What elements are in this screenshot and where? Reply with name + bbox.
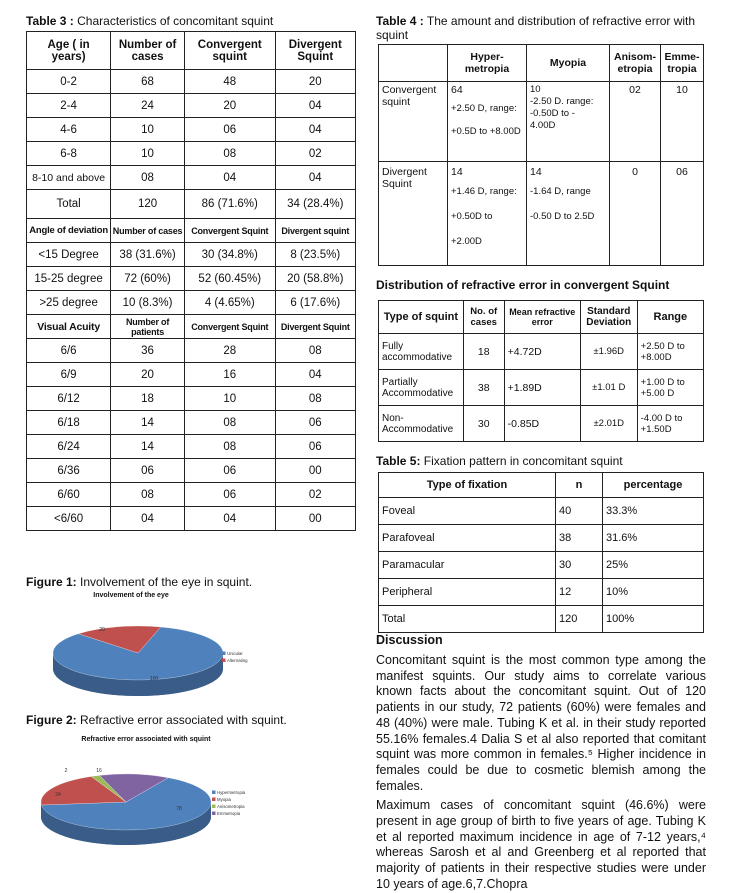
legend-label: Myopia: [217, 797, 231, 802]
table-row: [379, 498, 704, 525]
table-cell: 28: [184, 339, 275, 363]
legend-swatch: [222, 659, 226, 663]
table-row: [379, 370, 704, 406]
table-row: [379, 406, 704, 442]
table-cell: 04: [275, 363, 355, 387]
table-cell: 12: [556, 579, 603, 606]
distribution-title: Distribution of refractive error in convergent Squint: [376, 278, 669, 292]
table-cell: 15-25 degree: [27, 267, 111, 291]
table-row: [27, 459, 356, 483]
table-cell: Standard Deviation: [580, 301, 637, 334]
table-cell: 06: [111, 459, 185, 483]
table-cell: <6/60: [27, 507, 111, 531]
table-cell: 38 (31.6%): [111, 243, 185, 267]
table-cell: Divergent Squint: [275, 315, 355, 339]
table4-caption-label: Table 4 :: [376, 14, 424, 28]
table-cell: 10: [184, 387, 275, 411]
table-row: [27, 243, 356, 267]
table-cell: 48: [184, 70, 275, 94]
table-cell: 6/9: [27, 363, 111, 387]
table-cell: 16: [184, 363, 275, 387]
table5-caption: [376, 454, 623, 468]
table-cell: 08: [111, 483, 185, 507]
legend-swatch: [212, 812, 216, 816]
pie-data-label: 20: [99, 627, 105, 633]
table-row: [27, 435, 356, 459]
table4-value: 10: [530, 84, 606, 96]
table-cell: 38: [463, 370, 504, 406]
table-row: [27, 339, 356, 363]
table-cell: 20: [275, 70, 355, 94]
table-cell: +1.89D: [504, 370, 580, 406]
table4-value: 4.00D: [530, 120, 606, 132]
table-cell: 6/18: [27, 411, 111, 435]
figure1-caption: [26, 575, 252, 589]
table-cell: 06: [184, 459, 275, 483]
table-cell: 20: [111, 363, 185, 387]
discussion-heading: Discussion: [376, 632, 706, 648]
distribution-header-row: [379, 301, 704, 334]
discussion-paragraph: Maximum cases of concomitant squint (46.6%) were present in age group of birth to five years of age. Tubing K et al reported maximum incidence in age of 7-12 years,⁴ whereas Sarosh et al and Greenberg et al reported that majority of patients in their respective studies were under 10 years of age.6,7.Chopra: [376, 798, 706, 892]
table-row: [379, 552, 704, 579]
table-cell: 04: [111, 507, 185, 531]
figure2-caption-label: Figure 2:: [26, 713, 77, 727]
table-cell: 30: [463, 406, 504, 442]
table-cell: [527, 162, 610, 266]
table-cell: 04: [275, 166, 355, 190]
table4-value: +0.5D to +8.00D: [451, 120, 523, 143]
table4-value: 14: [451, 166, 523, 179]
table-cell: 4-6: [27, 118, 111, 142]
table4-header-cell: Hyper-metropia: [448, 45, 527, 82]
table-row: [27, 411, 356, 435]
table4: [378, 44, 704, 266]
figure2-chart: [26, 730, 326, 860]
table-cell: 68: [111, 70, 185, 94]
table-cell: Number of cases: [111, 219, 185, 243]
table-cell: [379, 162, 448, 266]
table3-header-cell: Divergent Squint: [275, 32, 355, 70]
table-cell: 86 (71.6%): [184, 190, 275, 219]
table5-caption-text: Fixation pattern in concomitant squint: [420, 454, 622, 468]
table4-value: -0.50 D to 2.5D: [530, 204, 606, 229]
table4-value: +2.50 D, range:: [451, 97, 523, 120]
table-cell: 06: [275, 411, 355, 435]
table-cell: 14: [111, 411, 185, 435]
table-cell: 06: [184, 118, 275, 142]
table-row: [27, 291, 356, 315]
table4-header-cell: [379, 45, 448, 82]
table4-value: 64: [451, 84, 523, 97]
table5-caption-label: Table 5:: [376, 454, 420, 468]
table-cell: 08: [184, 411, 275, 435]
table-cell: 06: [661, 162, 704, 266]
table-row: [27, 70, 356, 94]
legend-swatch: [222, 652, 226, 656]
table-cell: 20: [184, 94, 275, 118]
table4-divergent-row: [379, 162, 704, 266]
table5-header-row: [379, 473, 704, 498]
table-cell: Visual Acuity: [27, 315, 111, 339]
table-cell: 00: [275, 459, 355, 483]
legend-swatch: [212, 791, 216, 795]
table-cell: 08: [184, 435, 275, 459]
table-cell: -0.85D: [504, 406, 580, 442]
table-row: [27, 363, 356, 387]
table-cell: 6-8: [27, 142, 111, 166]
table4-row-label: Divergent Squint: [382, 166, 444, 190]
table-cell: 06: [184, 483, 275, 507]
figure2-chart-title: Refractive error associated with squint: [26, 736, 266, 743]
legend-label: Hypermetropia: [217, 790, 246, 795]
table-cell: 06: [275, 435, 355, 459]
table-cell: 18: [111, 387, 185, 411]
table-cell: Convergent Squint: [184, 315, 275, 339]
table3-caption-label: Table 3 :: [26, 14, 74, 28]
table-cell: Non-Accommodative: [379, 406, 464, 442]
pie-data-label: 16: [96, 768, 102, 774]
table3-caption-text: Characteristics of concomitant squint: [74, 14, 273, 28]
table-cell: 52 (60.45%): [184, 267, 275, 291]
table-cell: Range: [637, 301, 703, 334]
table3: [26, 31, 356, 531]
table3-caption: [26, 14, 273, 28]
pie-data-label: 2: [65, 768, 68, 774]
table-cell: -4.00 D to +1.50D: [637, 406, 703, 442]
pie-data-label: 100: [150, 676, 159, 682]
table4-value: +1.46 D, range:: [451, 179, 523, 204]
figure1-chart: [26, 589, 326, 711]
table-cell: 04: [184, 166, 275, 190]
table-cell: Mean refractive error: [504, 301, 580, 334]
table-cell: [448, 162, 527, 266]
table-row: [27, 387, 356, 411]
table-cell: 02: [275, 483, 355, 507]
table4-convergent-row: [379, 82, 704, 162]
table-row: [379, 579, 704, 606]
table-cell: <15 Degree: [27, 243, 111, 267]
table-cell: 8 (23.5%): [275, 243, 355, 267]
table-cell: Divergent squint: [275, 219, 355, 243]
legend-label: Anisometropia: [217, 804, 245, 809]
table-cell: 120: [111, 190, 185, 219]
table4-value: +2.00D: [451, 229, 523, 254]
table-cell: 10: [111, 142, 185, 166]
table-cell: 18: [463, 334, 504, 370]
pie-data-label: 24: [55, 792, 61, 798]
table-cell: Type of fixation: [379, 473, 556, 498]
table-cell: Total: [379, 606, 556, 633]
table-cell: 10 (8.3%): [111, 291, 185, 315]
table-cell: Type of squint: [379, 301, 464, 334]
table-cell: Number of patients: [111, 315, 185, 339]
table-cell: Convergent Squint: [184, 219, 275, 243]
table4-value: -0.50D to -: [530, 108, 606, 120]
table-row: [27, 94, 356, 118]
table-cell: +4.72D: [504, 334, 580, 370]
table4-header-cell: Anisom-etropia: [610, 45, 661, 82]
table-cell: +1.00 D to +5.00 D: [637, 370, 703, 406]
table-cell: [527, 82, 610, 162]
table-cell: 0: [610, 162, 661, 266]
table4-header-row: [379, 45, 704, 82]
table-cell: 02: [610, 82, 661, 162]
table-row: [27, 190, 356, 219]
table-cell: Paramacular: [379, 552, 556, 579]
discussion-paragraph: Concomitant squint is the most common type among the manifest squints. Our study aims to correlate various known facts about the concomitant squint. Out of 120 patients in our study, 72 patients (60%) were females and 48 (40%) were male. Tubing K et al. in their study reported 55.16% females.4 Dalia S et al also reported that comitant squint was more common in females.⁵ Higher incidence in females could be due to cosmetic blemish among the females.: [376, 653, 706, 794]
table-cell: 25%: [603, 552, 704, 579]
table-cell: 04: [275, 94, 355, 118]
table-cell: No. of cases: [463, 301, 504, 334]
table3-acuity-header-row: [27, 315, 356, 339]
table-row: [27, 166, 356, 190]
table-cell: 36: [111, 339, 185, 363]
table-row: [379, 606, 704, 633]
figure2-pie: [26, 730, 326, 860]
table4-caption-text: The amount and distribution of refractive error with squint: [376, 14, 695, 42]
table-cell: 02: [275, 142, 355, 166]
table-cell: percentage: [603, 473, 704, 498]
table-cell: 8-10 and above: [27, 166, 111, 190]
table-cell: 6 (17.6%): [275, 291, 355, 315]
table-cell: ±2.01D: [580, 406, 637, 442]
table4-header-cell: Myopia: [527, 45, 610, 82]
table-cell: 08: [184, 142, 275, 166]
table-cell: 72 (60%): [111, 267, 185, 291]
figure1-caption-label: Figure 1:: [26, 575, 77, 589]
figure2-caption-text: Refractive error associated with squint.: [77, 713, 287, 727]
table-cell: ±1.01 D: [580, 370, 637, 406]
table3-header-row: [27, 32, 356, 70]
table-cell: 04: [184, 507, 275, 531]
table4-caption: [376, 14, 716, 42]
table-cell: 6/6: [27, 339, 111, 363]
table-cell: 6/24: [27, 435, 111, 459]
table3-header-cell: Number of cases: [111, 32, 185, 70]
table-cell: 4 (4.65%): [184, 291, 275, 315]
table-cell: +2.50 D to +8.00D: [637, 334, 703, 370]
table-cell: ±1.96D: [580, 334, 637, 370]
table-cell: 33.3%: [603, 498, 704, 525]
table-cell: 40: [556, 498, 603, 525]
table-row: [27, 483, 356, 507]
table-cell: 00: [275, 507, 355, 531]
discussion-section: [376, 632, 706, 893]
table-cell: [379, 82, 448, 162]
table4-value: -2.50 D. range:: [530, 96, 606, 108]
legend-label: Emmetropia: [217, 811, 241, 816]
table-cell: 2-4: [27, 94, 111, 118]
table-cell: 14: [111, 435, 185, 459]
table-cell: 34 (28.4%): [275, 190, 355, 219]
table3-header-cell: Convergent squint: [184, 32, 275, 70]
table5: [378, 472, 704, 633]
table-cell: n: [556, 473, 603, 498]
table-cell: 100%: [603, 606, 704, 633]
table-cell: 30: [556, 552, 603, 579]
table-cell: Foveal: [379, 498, 556, 525]
table4-row-label: Convergent squint: [382, 84, 444, 108]
table-row: [27, 267, 356, 291]
table-cell: >25 degree: [27, 291, 111, 315]
table-cell: 6/60: [27, 483, 111, 507]
table4-value: -1.64 D, range: [530, 179, 606, 204]
table-cell: 08: [111, 166, 185, 190]
table4-value: 14: [530, 166, 606, 179]
table3-deviation-header-row: [27, 219, 356, 243]
table-cell: 31.6%: [603, 525, 704, 552]
table-cell: 10: [111, 118, 185, 142]
distribution-table: [378, 300, 704, 442]
legend-swatch: [212, 805, 216, 809]
table-row: [379, 334, 704, 370]
table-cell: 6/36: [27, 459, 111, 483]
table-cell: 04: [275, 118, 355, 142]
legend-swatch: [212, 798, 216, 802]
table-cell: Peripheral: [379, 579, 556, 606]
table-cell: 6/12: [27, 387, 111, 411]
table-cell: 0-2: [27, 70, 111, 94]
legend-label: Alternating: [227, 658, 248, 663]
figure1-chart-title: Involvement of the eye: [26, 592, 236, 599]
table-cell: 30 (34.8%): [184, 243, 275, 267]
figure2-caption: [26, 713, 287, 727]
table4-header-cell: Emme-tropia: [661, 45, 704, 82]
table3-header-cell: Age ( in years): [27, 32, 111, 70]
table-cell: 10: [661, 82, 704, 162]
figure1-pie: [26, 589, 326, 711]
pie-data-label: 78: [176, 806, 182, 812]
legend-label: Unicular: [227, 651, 243, 656]
table-row: [379, 525, 704, 552]
table-cell: 08: [275, 339, 355, 363]
table-cell: Angle of deviation: [27, 219, 111, 243]
table-row: [27, 118, 356, 142]
table-cell: 38: [556, 525, 603, 552]
figure1-caption-text: Involvement of the eye in squint.: [77, 575, 252, 589]
table-cell: Partially Accommodative: [379, 370, 464, 406]
table-cell: 20 (58.8%): [275, 267, 355, 291]
table-cell: Parafoveal: [379, 525, 556, 552]
table-cell: 120: [556, 606, 603, 633]
table-cell: 10%: [603, 579, 704, 606]
table-cell: 08: [275, 387, 355, 411]
table-row: [27, 142, 356, 166]
table-cell: Fully accommodative: [379, 334, 464, 370]
table-cell: Total: [27, 190, 111, 219]
table-cell: 24: [111, 94, 185, 118]
table4-value: +0.50D to: [451, 204, 523, 229]
table-row: [27, 507, 356, 531]
table-cell: [448, 82, 527, 162]
